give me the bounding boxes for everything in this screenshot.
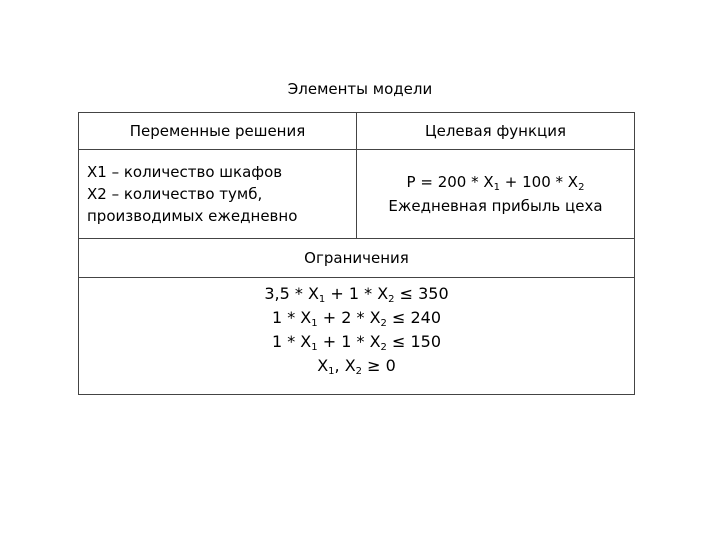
objective-cell bbox=[357, 150, 635, 239]
variable-line: X2 – количество тумб, bbox=[87, 185, 263, 203]
constraints-header: Ограничения bbox=[79, 239, 635, 278]
model-elements-table bbox=[78, 112, 635, 395]
variable-line: производимых ежедневно bbox=[87, 207, 298, 225]
constraint-line: $1 * X_1 + 1 * X_2 \le 150$ bbox=[271, 332, 442, 353]
constraint-line: $1 * X_1 + 2 * X_2 \le 240$ bbox=[271, 308, 442, 329]
decision-variables-header: Переменные решения bbox=[79, 113, 357, 150]
constraint-line: $3,5 * X_1 + 1 * X_2 \le 350$ bbox=[264, 284, 449, 305]
constraint-line: $X_1$, $X_2 \ge 0$ bbox=[317, 356, 396, 377]
variable-line: X1 – количество шкафов bbox=[87, 163, 283, 181]
objective-description: Ежедневная прибыль цеха bbox=[388, 197, 603, 215]
objective-header: Целевая функция bbox=[357, 113, 635, 150]
page-title: Элементы модели bbox=[287, 80, 433, 98]
decision-variables-cell bbox=[79, 150, 357, 239]
constraints-cell bbox=[79, 278, 635, 395]
objective-formula: $P = 200 * X_1 + 100 * X_2$ bbox=[406, 173, 585, 193]
